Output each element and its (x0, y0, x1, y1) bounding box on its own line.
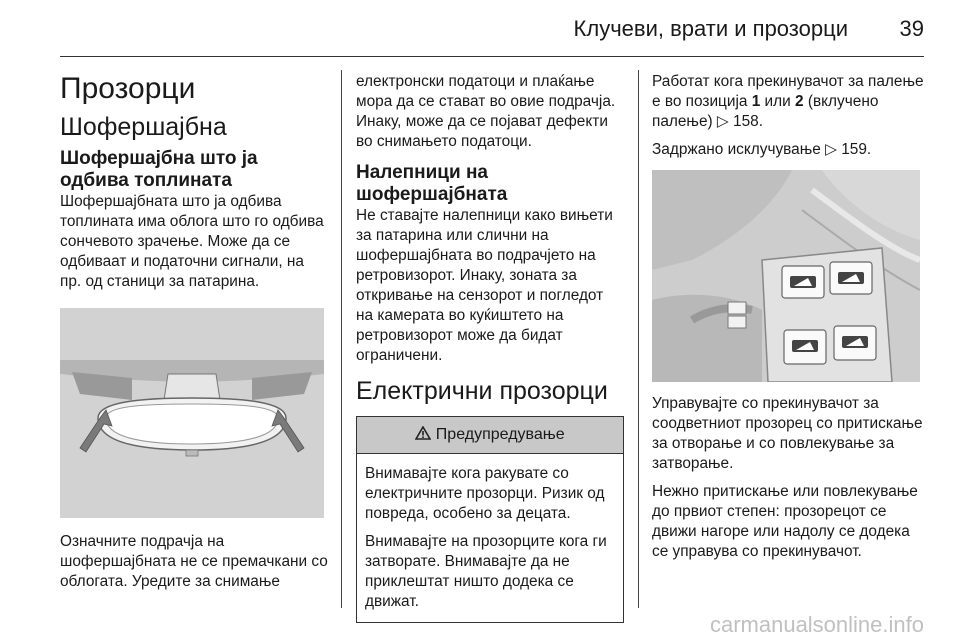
paragraph: Нежно притискање или повлекување до првиот степен: прозорецот се движи нагоре или надолу се додека се управува со прекинувачот. (652, 483, 918, 560)
paragraph: електронски податоци и плаќање мора да се стават во овие подрачја. Инаку, може да се појават дефекти во снимањето податоци. (356, 73, 616, 150)
warning-triangle-icon (415, 426, 435, 443)
paragraph: Означните подрачја на шофершајбната не се премачкани со облогата. Уредите за снимање (60, 533, 328, 590)
column-divider-2 (638, 70, 639, 608)
text-run: Задржано исклучување (652, 141, 826, 158)
paragraph: Управувајте со прекинувачот за соодветниот прозорец со притискање за отворање и со повлекување за затворање. (652, 395, 923, 472)
topic-heading: Налепници на шофершајбната (356, 162, 508, 205)
paragraph: Шофершајбната што ја одбива топлината има облога што го одбива сончевото зрачење. Може да се одбиваат и податочни сигнали, на пр. од станици за патарина. (60, 193, 324, 290)
text-run: (вклучено палење) (652, 93, 879, 130)
paragraph (652, 140, 924, 160)
subsection-title: Шофершајбна (60, 113, 227, 141)
reference-arrow-icon: ▷ (825, 141, 837, 158)
section-title: Прозорци (60, 72, 196, 105)
paragraph: Не ставајте налепници како вињети за патарина или слични на шофершајбната во подрачјето на ретровизорот. Инаку, зоната за откривање на сензорот и погледот на камерата во куќиштето на ретровизорот може да бидат ограничени. (356, 207, 613, 364)
header-rule (60, 56, 924, 57)
warning-header (357, 417, 623, 454)
subsection-title: Електрични прозорци (356, 377, 608, 405)
column-3 (652, 72, 924, 570)
switches-figure-svg (652, 170, 920, 382)
paragraph: Внимавајте на прозорците кога ги затворате. Внимавајте да не приклештат ништо додека се движат. (365, 533, 607, 610)
window-switches-illustration (652, 170, 920, 382)
windscreen-mirror-illustration (60, 308, 324, 518)
text-run: Работат кога прекинувачот за палење е во позиција (652, 73, 924, 110)
topic-heading: Шофершајбна што ја одбива топлината (60, 148, 258, 191)
page-reference: 159. (841, 141, 872, 158)
bold-run: 2 (795, 93, 804, 110)
bold-run: 1 (751, 93, 761, 110)
mirror-figure-svg (60, 308, 324, 518)
column-divider-1 (341, 70, 342, 608)
page-number: 39 (899, 16, 924, 41)
text-run: или (760, 93, 796, 110)
column-1 (60, 72, 328, 600)
header-title: Клучеви, врати и прозорци (573, 16, 848, 41)
page-reference: 158. (733, 113, 763, 130)
column-2 (356, 72, 624, 623)
warning-body (357, 454, 623, 622)
warning-title: Предупредување (435, 426, 565, 443)
paragraph (652, 72, 924, 132)
reference-arrow-icon: ▷ (716, 113, 729, 130)
warning-box (356, 416, 624, 623)
paragraph: Внимавајте кога ракувате со електричните прозорци. Ризик од повреда, особено за децата. (365, 465, 605, 522)
watermark: carmanualsonline.info (709, 612, 924, 637)
